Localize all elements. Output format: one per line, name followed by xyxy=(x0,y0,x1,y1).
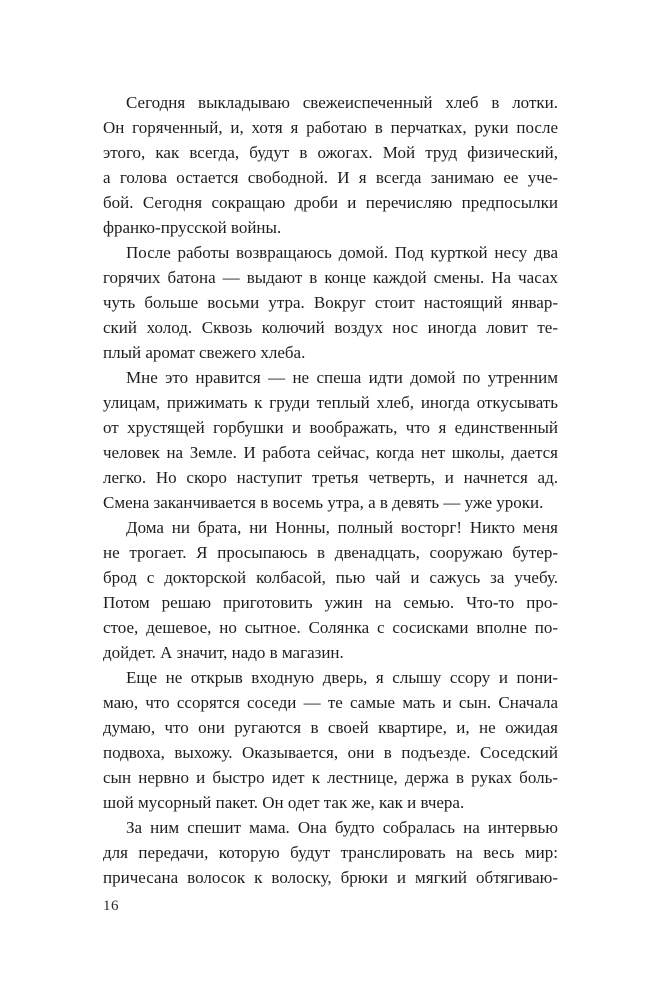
text-line: Дома ни брата, ни Нонны, полный восторг! Никто меня xyxy=(126,518,558,537)
paragraph xyxy=(103,365,558,515)
text-line: плый аромат свежего хлеба. xyxy=(103,343,306,362)
paragraph xyxy=(103,665,558,815)
page-text xyxy=(103,90,558,890)
text-line: франко-прусской войны. xyxy=(103,218,282,237)
paragraph xyxy=(103,240,558,365)
text-line: улицам, прижимать к груди теплый хлеб, иногда откусывать xyxy=(103,393,558,412)
text-line: стое, дешевое, но сытное. Солянка с сосисками вполне по- xyxy=(103,618,558,637)
text-line: сын нервно и быстро идет к лестнице, держа в руках боль- xyxy=(103,768,558,787)
paragraph xyxy=(103,90,558,240)
page-number: 16 xyxy=(103,898,119,914)
text-line: За ним спешит мама. Она будто собралась на интервью xyxy=(126,818,558,837)
text-line: человек на Земле. И работа сейчас, когда нет школы, дается xyxy=(103,443,558,462)
text-line: думаю, что они ругаются в своей квартире, и, не ожидая xyxy=(103,718,558,737)
text-line: а голова остается свободной. И я всегда занимаю ее уче- xyxy=(103,168,558,187)
text-line: брод с докторской колбасой, пью чай и сажусь за учебу. xyxy=(103,568,558,587)
text-line: горячих батона — выдают в конце каждой смены. На часах xyxy=(103,268,558,287)
text-line: подвоха, выхожу. Оказывается, они в подъезде. Соседский xyxy=(103,743,558,762)
text-line: этого, как всегда, будут в ожогах. Мой труд физический, xyxy=(103,143,558,162)
text-line: Потом решаю приготовить ужин на семью. Что-то про- xyxy=(103,593,558,612)
paragraph xyxy=(103,815,558,890)
text-line: Мне это нравится — не спеша идти домой по утренним xyxy=(126,368,558,387)
text-line: ский холод. Сквозь колючий воздух нос иногда ловит те- xyxy=(103,318,558,337)
text-line: чуть больше восьми утра. Вокруг стоит настоящий январ- xyxy=(103,293,558,312)
text-line: Сегодня выкладываю свежеиспеченный хлеб в лотки. xyxy=(126,93,558,112)
text-line: бой. Сегодня сокращаю дроби и перечисляю предпосылки xyxy=(103,193,558,212)
text-line: Он горяченный, и, хотя я работаю в перчатках, руки после xyxy=(103,118,558,137)
text-line: Смена заканчивается в восемь утра, а в девять — уже уроки. xyxy=(103,493,544,512)
text-line: После работы возвращаюсь домой. Под курткой несу два xyxy=(126,243,558,262)
text-line: для передачи, которую будут транслировать на весь мир: xyxy=(103,843,558,862)
text-line: причесана волосок к волоску, брюки и мягкий обтягиваю- xyxy=(103,868,558,887)
text-line: дойдет. А значит, надо в магазин. xyxy=(103,643,344,662)
text-line: от хрустящей горбушки и воображать, что я единственный xyxy=(103,418,558,437)
text-line: легко. Но скоро наступит третья четверть, и начнется ад. xyxy=(103,468,558,487)
paragraph xyxy=(103,515,558,665)
text-line: не трогает. Я просыпаюсь в двенадцать, сооружаю бутер- xyxy=(103,543,558,562)
text-line: маю, что ссорятся соседи — те самые мать и сын. Сначала xyxy=(103,693,558,712)
text-line: Еще не открыв входную дверь, я слышу ссору и пони- xyxy=(126,668,558,687)
text-line: шой мусорный пакет. Он одет так же, как и вчера. xyxy=(103,793,465,812)
